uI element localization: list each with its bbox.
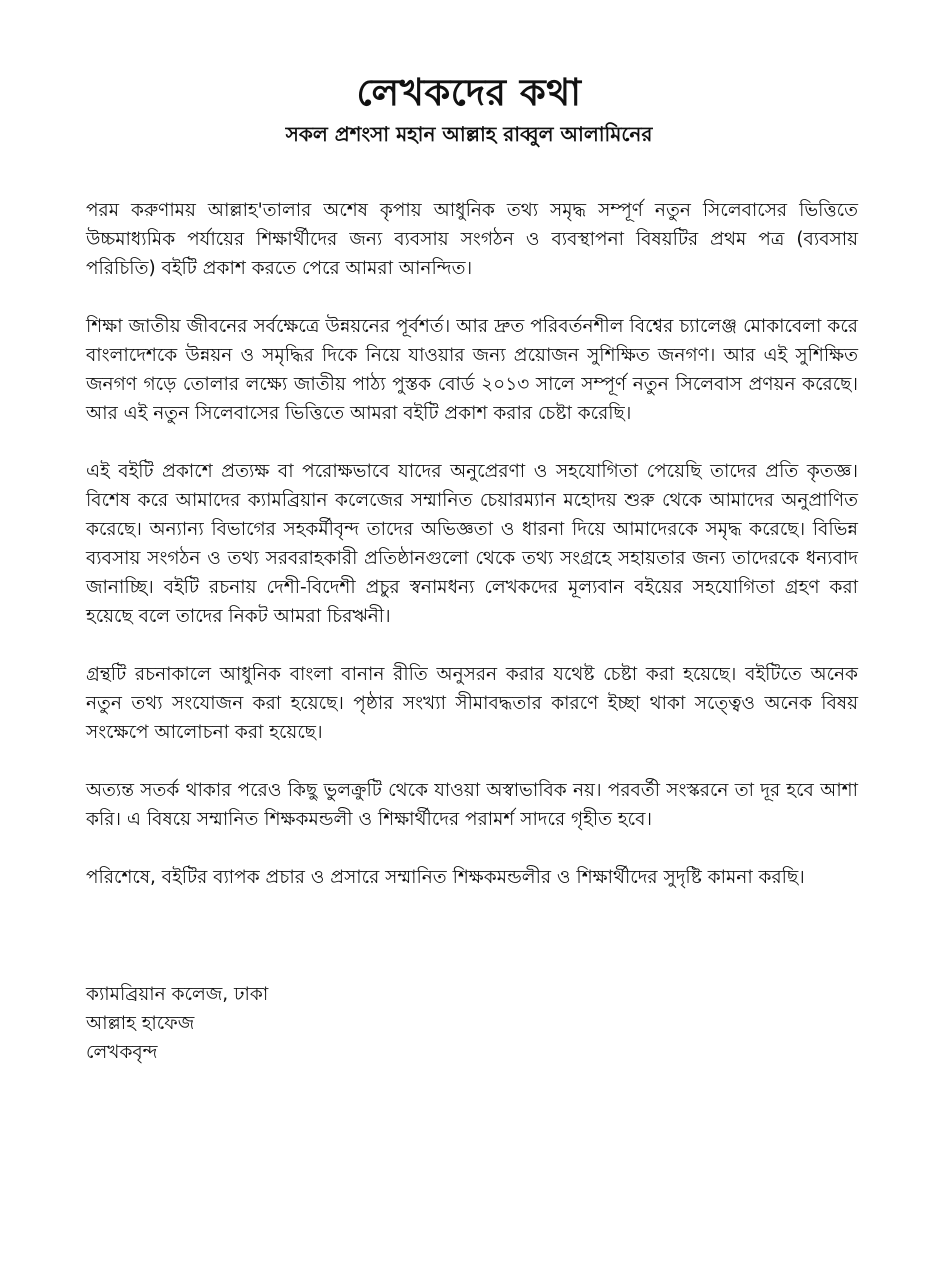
paragraph-acknowledgement: এই বইটি প্রকাশে প্রত্যক্ষ বা পরোক্ষভাবে যাদের অনুপ্রেরণা ও সহযোগিতা পেয়েছি তাদের প্রতি কৃতজ্ঞ। বিশেষ করে আমাদের ক্যামব্রিয়ান কলেজের সম্মানিত চেয়ারম্যান মহোদয় শুরু থেকে আমাদের অনুপ্রাণিত করেছে। অন্যান্য বিভাগের সহকর্মীবৃন্দ তাদের অভিজ্ঞতা ও ধারনা দিয়ে আমাদেরকে সমৃদ্ধ করেছে। বিভিন্ন ব্যবসায় সংগঠন ও তথ্য সরবরাহকারী প্রতিষ্ঠানগুলো থেকে তথ্য সংগ্রহে সহায়তার জন্য তাদেরকে ধন্যবাদ জানাচ্ছি। বইটি রচনায় দেশী-বিদেশী প্রচুর স্বনামধন্য লেখকদের মূল্যবান বইয়ের সহযোগিতা গ্রহণ করা হয়েছে বলে তাদের নিকট আমরা চিরঋনী। <box>86 461 858 627</box>
body-text <box>86 196 858 921</box>
paragraph-intro: পরম করুণাময় আল্লাহ'তালার অশেষ কৃপায় আধুনিক তথ্য সমৃদ্ধ সম্পূর্ণ নতুন সিলেবাসের ভিত্তিতে উচ্চমাধ্যমিক পর্যায়ের শিক্ষার্থীদের জন্য ব্যবসায় সংগঠন ও ব্যবস্থাপনা বিষয়টির প্রথম পত্র (ব্যবসায় পরিচিতি) বইটি প্রকাশ করতে পেরে আমরা আনন্দিত। <box>86 200 858 279</box>
signature-block <box>86 980 268 1067</box>
paragraph-errors: অত্যন্ত সতর্ক থাকার পরেও কিছু ভুলক্রুটি থেকে যাওয়া অস্বাভাবিক নয়। পরবর্তী সংস্করনে তা দূর হবে আশা করি। এ বিষয়ে সম্মানিত শিক্ষকমন্ডলী ও শিক্ষার্থীদের পরামর্শ সাদরে গৃহীত হবে। <box>86 780 858 830</box>
signature-authors: লেখকবৃন্দ <box>86 1042 158 1063</box>
paragraph-education: শিক্ষা জাতীয় জীবনের সর্বক্ষেত্রে উন্নয়নের পূর্বশর্ত। আর দ্রুত পরিবর্তনশীল বিশ্বের চ্যালেঞ্জ মোকাবেলা করে বাংলাদেশকে উন্নয়ন ও সমৃদ্ধির দিকে নিয়ে যাওয়ার জন্য প্রয়োজন সুশিক্ষিত জনগণ। আর এই সুশিক্ষিত জনগণ গড়ে তোলার লক্ষ্যে জাতীয় পাঠ্য পুস্তক বোর্ড ২০১৩ সালে সম্পূর্ণ নতুন সিলেবাস প্রণয়ন করেছে। আর এই নতুন সিলেবাসের ভিত্তিতে আমরা বইটি প্রকাশ করার চেষ্টা করেছি। <box>86 316 858 424</box>
paragraph-spelling: গ্রন্থটি রচনাকালে আধুনিক বাংলা বানান রীতি অনুসরন করার যথেষ্ট চেষ্টা করা হয়েছে। বইটিতে অনেক নতুন তথ্য সংযোজন করা হয়েছে। পৃষ্ঠার সংখ্যা সীমাবদ্ধতার কারণে ইচ্ছা থাকা সত্ত্বেও অনেক বিষয় সংক্ষেপে আলোচনা করা হয়েছে। <box>86 664 858 743</box>
page-subtitle: সকল প্রশংসা মহান আল্লাহ রাব্বুল আলামিনের <box>285 122 653 146</box>
paragraph-closing: পরিশেষে, বইটির ব্যাপক প্রচার ও প্রসারে সম্মানিত শিক্ষকমন্ডলীর ও শিক্ষার্থীদের সুদৃষ্টি কামনা করছি। <box>86 867 805 888</box>
signature-institution: ক্যামব্রিয়ান কলেজ, ঢাকা <box>86 984 269 1005</box>
page-title: লেখকদের কথা <box>356 71 582 114</box>
signature-farewell: আল্লাহ হাফেজ <box>86 1013 195 1034</box>
